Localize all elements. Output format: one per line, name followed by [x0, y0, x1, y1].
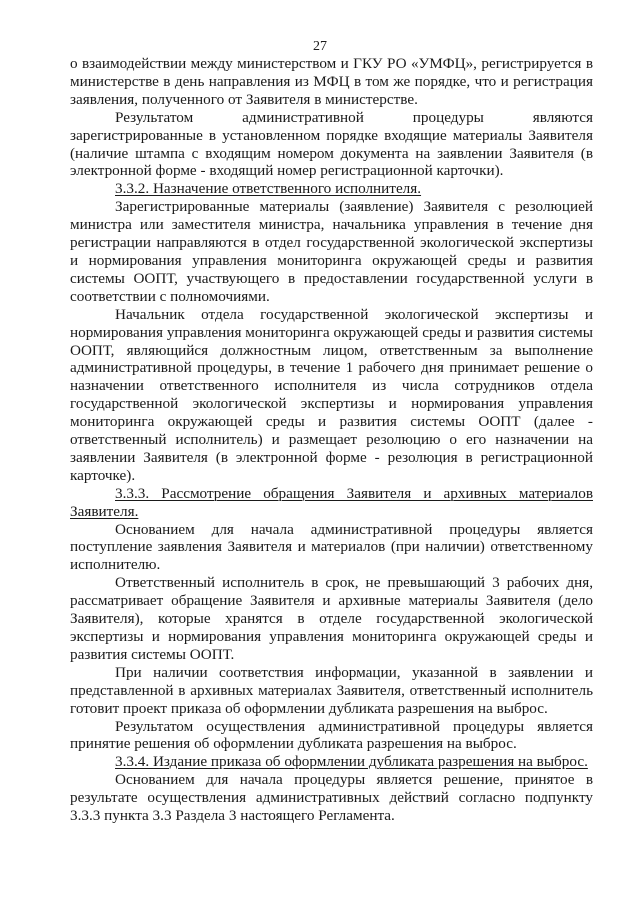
paragraph-registration-result: Результатом административной процедуры являются зарегистрированные в установленном порядке входящие материалы Заявителя (наличие штампа с входящим номером документа на заявлении Заявителя (в электронной форме - входящий номер регистрационной карточки). [70, 108, 593, 180]
paragraph-continuation: о взаимодействии между министерством и ГКУ РО «УМФЦ», регистрируется в министерстве в день направления из МФЦ в том же порядке, что и регистрация заявления, полученного от Заявителя в министерстве. [70, 55, 593, 108]
document-body [70, 55, 593, 825]
paragraph-procedure-basis: Основанием для начала административной процедуры является поступление заявления Заявителя и материалов (при наличии) ответственному исполнителю. [70, 520, 593, 574]
paragraph-registered-materials: Зарегистрированные материалы (заявление) Заявителя с резолюцией министра или заместителя министра, начальника управления в течение дня регистрации направляются в отдел государственной экологической экспертизы и нормирования управления мониторинга окружающей среды и развития системы ООПТ, участвующего в предоставлении государственной услуги в соответствии с полномочиями. [70, 198, 593, 305]
paragraph-order-basis: Основанием для начала процедуры является решение, принятое в результате осуществления административных действий согласно подпункту 3.3.3 пункта 3.3 Раздела 3 настоящего Регламента. [70, 771, 593, 825]
section-heading-3-3-4: 3.3.4. Издание приказа об оформлении дубликата разрешения на выброс. [115, 753, 588, 771]
section-heading-3-3-2: 3.3.2. Назначение ответственного исполнителя. [115, 180, 422, 198]
section-heading-3-3-3: 3.3.3. Рассмотрение обращения Заявителя и архивных материалов Заявителя. [70, 484, 593, 520]
paragraph-department-head: Начальник отдела государственной экологической экспертизы и нормирования управления мониторинга окружающей среды и развития системы ООПТ, являющийся должностным лицом, ответственным за выполнение административной процедуры, в течение 1 рабочего дня принимает решение о назначении ответственного исполнителя из числа сотрудников отдела государственной экологической экспертизы и нормирования управления мониторинга окружающей среды и развития системы ООПТ (далее - ответственный исполнитель) и размещает резолюцию о его назначении на заявлении Заявителя (в электронной форме - резолюция в регистрационной карточке). [70, 305, 593, 484]
paragraph-procedure-result: Результатом осуществления административной процедуры является принятие решения об оформлении дубликата разрешения на выброс. [70, 717, 593, 753]
paragraph-review-term: Ответственный исполнитель в срок, не превышающий 3 рабочих дня, рассматривает обращение Заявителя и архивные материалы Заявителя (дело Заявителя), которые хранятся в отделе государственной экологической экспертизы и нормирования управления мониторинга окружающей среды и развития системы ООПТ. [70, 574, 593, 663]
paragraph-compliance: При наличии соответствия информации, указанной в заявлении и представленной в архивных материалах Заявителя, ответственный исполнитель готовит проект приказа об оформлении дубликата разрешения на выброс. [70, 663, 593, 717]
page-number: 27 [313, 39, 327, 54]
